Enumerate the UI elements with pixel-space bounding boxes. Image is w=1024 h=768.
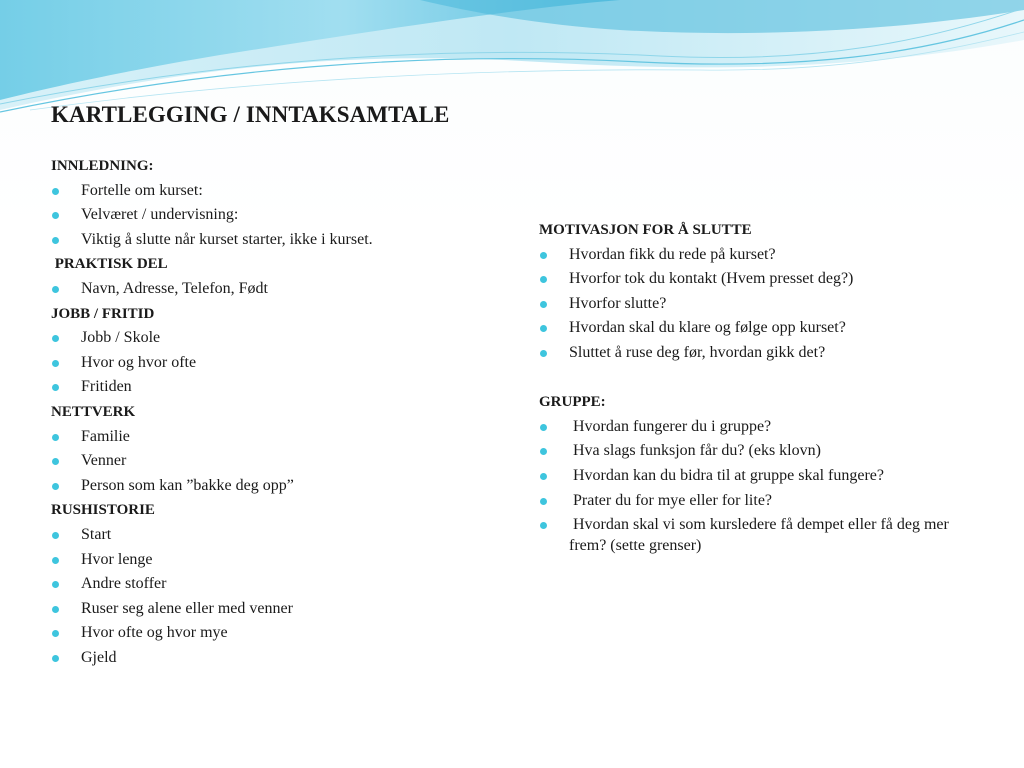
bullet-icon — [52, 532, 59, 539]
bullet-icon — [540, 301, 547, 308]
list-item: Hvordan kan du bidra til at gruppe skal fungere? — [539, 464, 979, 489]
list-item: Hva slags funksjon får du? (eks klovn) — [539, 439, 979, 464]
list-item: Hvor og hvor ofte — [51, 351, 491, 376]
bullet-icon — [52, 581, 59, 588]
section-heading: GRUPPE: — [539, 394, 606, 411]
bullet-icon — [52, 483, 59, 490]
spacer — [539, 366, 979, 391]
list-item: Fritiden — [51, 375, 491, 400]
list-item: Hvorfor slutte? — [539, 292, 979, 317]
section-heading: MOTIVASJON FOR Å SLUTTE — [539, 222, 752, 238]
list-item: Jobb / Skole — [51, 326, 491, 351]
bullet-icon — [52, 360, 59, 367]
list-item: Person som kan ”bakke deg opp” — [51, 474, 491, 499]
right-column — [539, 218, 979, 556]
bullet-icon — [540, 350, 547, 357]
list-item: Prater du for mye eller for lite? — [539, 489, 979, 514]
bullet-icon — [540, 252, 547, 259]
list-item: Andre stoffer — [51, 572, 491, 597]
bullet-icon — [52, 188, 59, 195]
bullet-icon — [52, 434, 59, 441]
section-heading: PRAKTISK DEL — [51, 256, 168, 273]
bullet-icon — [540, 325, 547, 332]
bullet-icon — [52, 212, 59, 219]
list-item: Hvorfor tok du kontakt (Hvem presset deg?) — [539, 267, 979, 292]
bullet-icon — [52, 458, 59, 465]
bullet-icon — [540, 424, 547, 431]
list-item: Hvor ofte og hvor mye — [51, 621, 491, 646]
bullet-icon — [52, 606, 59, 613]
bullet-icon — [52, 384, 59, 391]
bullet-icon — [52, 630, 59, 637]
list-item: Hvordan skal du klare og følge opp kurset? — [539, 316, 979, 341]
bullet-icon — [540, 473, 547, 480]
left-column — [51, 154, 491, 670]
slide-title: KARTLEGGING / INNTAKSAMTALE — [51, 102, 450, 127]
list-item: Hvordan fungerer du i gruppe? — [539, 415, 979, 440]
section-heading: INNLEDNING: — [51, 158, 154, 174]
list-item: Gjeld — [51, 646, 491, 671]
list-item: Hvordan skal vi som kursledere få dempet eller få deg mer frem? (sette grenser) — [539, 513, 989, 556]
list-item: Hvordan fikk du rede på kurset? — [539, 243, 979, 268]
list-item: Velværet / undervisning: — [51, 203, 491, 228]
list-item: Familie — [51, 425, 491, 450]
bullet-icon — [52, 237, 59, 244]
list-item: Hvor lenge — [51, 548, 491, 573]
list-item: Ruser seg alene eller med venner — [51, 597, 491, 622]
list-item: Fortelle om kurset: — [51, 179, 491, 204]
section-heading: JOBB / FRITID — [51, 305, 155, 322]
list-item: Sluttet å ruse deg før, hvordan gikk det? — [539, 341, 979, 366]
list-item: Start — [51, 523, 491, 548]
bullet-icon — [540, 448, 547, 455]
list-item: Venner — [51, 449, 491, 474]
bullet-icon — [540, 522, 547, 529]
section-heading: RUSHISTORIE — [51, 502, 155, 519]
bullet-icon — [52, 557, 59, 564]
bullet-icon — [52, 286, 59, 293]
bullet-icon — [540, 276, 547, 283]
bullet-icon — [540, 498, 547, 505]
list-item: Viktig å slutte når kurset starter, ikke i kurset. — [51, 228, 491, 253]
bullet-icon — [52, 655, 59, 662]
bullet-icon — [52, 335, 59, 342]
section-heading: NETTVERK — [51, 403, 136, 420]
list-item: Navn, Adresse, Telefon, Født — [51, 277, 491, 302]
